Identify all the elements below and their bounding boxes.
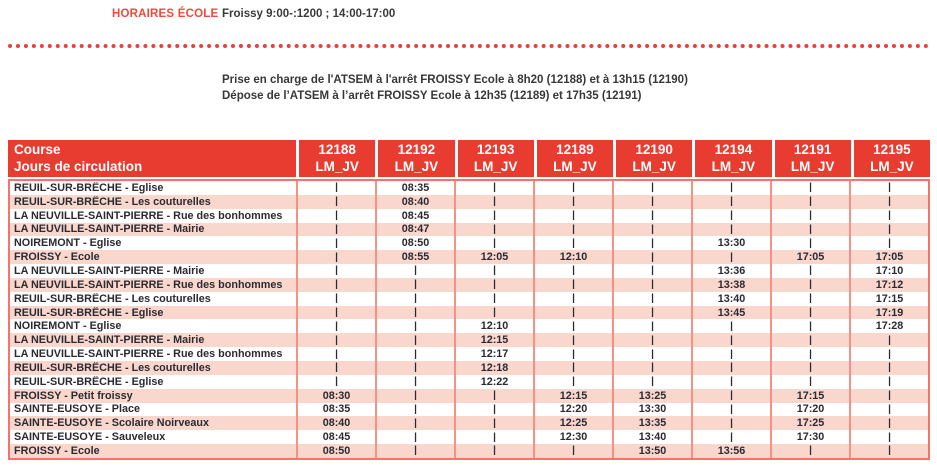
time-cell: |: [612, 181, 691, 195]
time-cell: |: [849, 403, 928, 417]
corner-header-cell: [8, 140, 296, 177]
time-cell: |: [533, 278, 612, 292]
table-row: [10, 333, 928, 347]
stop-name: LA NEUVILLE-SAINT-PIERRE - Rue des bonhommes: [14, 348, 283, 361]
time-cell: |: [770, 181, 849, 195]
time-cell: |: [770, 195, 849, 209]
time-cell: |: [770, 209, 849, 223]
column-days: LM_JV: [315, 159, 359, 174]
column-header: [851, 140, 930, 177]
time-cell: |: [849, 209, 928, 223]
time-cell: |: [375, 403, 454, 417]
time-cell: |: [612, 209, 691, 223]
table-row: [10, 403, 928, 417]
column-id: 12193: [476, 142, 515, 157]
time-cell: |: [533, 306, 612, 320]
time-cell: 13:50: [612, 444, 691, 458]
time-cell: 13:45: [691, 306, 770, 320]
time-cell: |: [849, 389, 928, 403]
column-header: [692, 140, 771, 177]
atsem-notes: [222, 72, 688, 104]
time-cell: |: [849, 333, 928, 347]
stop-name: REUIL-SUR-BRÊCHE - Eglise: [14, 375, 164, 388]
time-cell: |: [691, 333, 770, 347]
time-cell: |: [533, 209, 612, 223]
time-cell: |: [296, 361, 375, 375]
time-cell: |: [454, 389, 533, 403]
time-cell: 12:25: [533, 416, 612, 430]
time-cell: 08:47: [375, 223, 454, 237]
time-cell: |: [533, 236, 612, 250]
time-cell: |: [533, 264, 612, 278]
time-cell: 13:25: [612, 389, 691, 403]
stop-name: LA NEUVILLE-SAINT-PIERRE - Mairie: [14, 334, 205, 347]
horaires-ecole-value: Froissy 9:00-:1200 ; 14:00-17:00: [222, 8, 396, 20]
time-cell: |: [454, 209, 533, 223]
time-cell: |: [691, 389, 770, 403]
time-cell: |: [691, 181, 770, 195]
time-cell: |: [612, 319, 691, 333]
time-cell: |: [296, 319, 375, 333]
time-cell: |: [770, 292, 849, 306]
stop-name: FROISSY - Ecole: [14, 251, 100, 264]
time-cell: |: [849, 444, 928, 458]
time-cell: |: [375, 361, 454, 375]
time-cell: |: [691, 416, 770, 430]
table-row: [10, 375, 928, 389]
timetable: [8, 140, 930, 460]
time-cell: 08:50: [375, 236, 454, 250]
table-row: [10, 181, 928, 195]
time-cell: 12:15: [533, 389, 612, 403]
time-cell: |: [612, 375, 691, 389]
column-days: LM_JV: [632, 159, 676, 174]
column-days: LM_JV: [553, 159, 597, 174]
time-cell: |: [770, 347, 849, 361]
time-cell: |: [612, 236, 691, 250]
time-cell: |: [849, 236, 928, 250]
table-row: [10, 361, 928, 375]
time-cell: |: [296, 347, 375, 361]
time-cell: 17:12: [849, 278, 928, 292]
time-cell: |: [612, 333, 691, 347]
time-cell: |: [533, 333, 612, 347]
time-cell: 08:40: [375, 195, 454, 209]
time-cell: |: [375, 389, 454, 403]
jours-de-circulation-label: Jours de circulation: [14, 159, 143, 174]
time-cell: 12:18: [454, 361, 533, 375]
stop-name: LA NEUVILLE-SAINT-PIERRE - Mairie: [14, 223, 205, 236]
time-cell: |: [375, 347, 454, 361]
time-cell: |: [770, 444, 849, 458]
note-line-2: Dépose de l’ATSEM à l’arrêt FROISSY Ecole à 12h35 (12189) et 17h35 (12191): [222, 90, 642, 102]
time-cell: |: [612, 223, 691, 237]
column-id: 12192: [397, 142, 436, 157]
time-cell: |: [770, 278, 849, 292]
table-row: [10, 250, 928, 264]
column-id: 12195: [873, 142, 911, 157]
time-cell: |: [454, 306, 533, 320]
stop-name: LA NEUVILLE-SAINT-PIERRE - Rue des bonhommes: [14, 278, 283, 291]
column-id: 12191: [793, 142, 832, 157]
stop-name: NOIREMONT - Eglise: [14, 320, 122, 333]
time-cell: 17:15: [849, 292, 928, 306]
time-cell: |: [770, 264, 849, 278]
time-cell: |: [691, 403, 770, 417]
time-cell: |: [691, 361, 770, 375]
column-header: [613, 140, 692, 177]
time-cell: 12:15: [454, 333, 533, 347]
time-cell: |: [533, 444, 612, 458]
table-row: [10, 278, 928, 292]
time-cell: |: [533, 181, 612, 195]
time-cell: |: [612, 264, 691, 278]
time-cell: 17:20: [770, 403, 849, 417]
time-cell: |: [533, 361, 612, 375]
time-cell: |: [296, 292, 375, 306]
time-cell: |: [296, 209, 375, 223]
column-id: 12188: [318, 142, 356, 157]
time-cell: 17:30: [770, 430, 849, 444]
stop-name: LA NEUVILLE-SAINT-PIERRE - Rue des bonhommes: [14, 209, 283, 222]
time-cell: |: [691, 347, 770, 361]
table-body: [8, 179, 930, 460]
time-cell: |: [533, 223, 612, 237]
time-cell: |: [533, 375, 612, 389]
column-header: [296, 140, 375, 177]
time-cell: |: [454, 264, 533, 278]
time-cell: |: [770, 361, 849, 375]
time-cell: 13:30: [612, 403, 691, 417]
time-cell: |: [849, 347, 928, 361]
time-cell: |: [375, 264, 454, 278]
table-row: [10, 347, 928, 361]
time-cell: |: [296, 195, 375, 209]
time-cell: |: [612, 306, 691, 320]
time-cell: |: [296, 375, 375, 389]
time-cell: 17:10: [849, 264, 928, 278]
time-cell: 13:35: [612, 416, 691, 430]
time-cell: |: [691, 430, 770, 444]
time-cell: |: [375, 278, 454, 292]
time-cell: 08:45: [296, 430, 375, 444]
table-row: [10, 236, 928, 250]
time-cell: 12:05: [454, 250, 533, 264]
column-header: [534, 140, 613, 177]
time-cell: |: [770, 333, 849, 347]
table-row: [10, 264, 928, 278]
time-cell: |: [849, 430, 928, 444]
time-cell: |: [375, 444, 454, 458]
time-cell: |: [849, 361, 928, 375]
note-line-1: Prise en charge de l'ATSEM à l'arrêt FROISSY Ecole à 8h20 (12188) et à 13h15 (12190): [222, 74, 688, 86]
time-cell: 17:28: [849, 319, 928, 333]
time-cell: 12:10: [454, 319, 533, 333]
table-row: [10, 195, 928, 209]
time-cell: 17:05: [770, 250, 849, 264]
stop-name: LA NEUVILLE-SAINT-PIERRE - Mairie: [14, 264, 205, 277]
time-cell: 17:05: [849, 250, 928, 264]
time-cell: |: [454, 430, 533, 444]
time-cell: |: [849, 375, 928, 389]
time-cell: |: [533, 347, 612, 361]
time-cell: |: [454, 181, 533, 195]
time-cell: |: [691, 223, 770, 237]
time-cell: |: [770, 306, 849, 320]
time-cell: |: [770, 223, 849, 237]
time-cell: |: [770, 319, 849, 333]
time-cell: 12:30: [533, 430, 612, 444]
time-cell: 13:30: [691, 236, 770, 250]
time-cell: |: [454, 236, 533, 250]
dotted-divider: [8, 44, 929, 48]
time-cell: |: [691, 250, 770, 264]
column-id: 12194: [714, 142, 753, 157]
time-cell: |: [375, 319, 454, 333]
time-cell: |: [770, 375, 849, 389]
stop-name: SAINTE-EUSOYE - Scolaire Noirveaux: [14, 417, 210, 430]
time-cell: 17:15: [770, 389, 849, 403]
time-cell: |: [296, 181, 375, 195]
time-cell: |: [375, 430, 454, 444]
stop-name: NOIREMONT - Eglise: [14, 237, 122, 250]
time-cell: |: [454, 292, 533, 306]
time-cell: |: [375, 375, 454, 389]
time-cell: |: [296, 306, 375, 320]
table-row: [10, 430, 928, 444]
time-cell: |: [533, 319, 612, 333]
time-cell: |: [454, 416, 533, 430]
time-cell: 13:40: [691, 292, 770, 306]
time-cell: |: [454, 444, 533, 458]
stop-name: REUIL-SUR-BRÊCHE - Eglise: [14, 181, 164, 194]
time-cell: |: [612, 347, 691, 361]
time-cell: |: [770, 236, 849, 250]
time-cell: |: [691, 319, 770, 333]
time-cell: 17:19: [849, 306, 928, 320]
column-id: 12190: [635, 142, 673, 157]
time-cell: |: [533, 195, 612, 209]
stop-name: REUIL-SUR-BRÊCHE - Les couturelles: [14, 195, 211, 208]
time-cell: |: [454, 195, 533, 209]
table-row: [10, 292, 928, 306]
time-cell: |: [375, 306, 454, 320]
table-row: [10, 209, 928, 223]
time-cell: |: [612, 361, 691, 375]
time-cell: 08:40: [296, 416, 375, 430]
time-cell: |: [296, 264, 375, 278]
time-cell: 08:50: [296, 444, 375, 458]
time-cell: 12:20: [533, 403, 612, 417]
time-cell: |: [454, 278, 533, 292]
time-cell: |: [691, 375, 770, 389]
column-header: [772, 140, 851, 177]
column-id: 12189: [556, 142, 594, 157]
time-cell: |: [454, 403, 533, 417]
stop-name: REUIL-SUR-BRÊCHE - Les couturelles: [14, 361, 211, 374]
table-row: [10, 306, 928, 320]
time-cell: 13:56: [691, 444, 770, 458]
time-cell: |: [375, 416, 454, 430]
time-cell: 13:38: [691, 278, 770, 292]
stop-name: FROISSY - Petit froissy: [14, 389, 133, 402]
time-cell: |: [296, 236, 375, 250]
table-row: [10, 444, 928, 458]
time-cell: |: [454, 223, 533, 237]
time-cell: |: [296, 278, 375, 292]
time-cell: |: [375, 333, 454, 347]
stop-name: SAINTE-EUSOYE - Sauveleux: [14, 431, 166, 444]
table-header-row: [8, 140, 930, 177]
course-label: Course: [14, 142, 61, 157]
time-cell: |: [849, 416, 928, 430]
column-days: LM_JV: [394, 159, 439, 174]
time-cell: 12:22: [454, 375, 533, 389]
time-cell: 08:35: [296, 403, 375, 417]
time-cell: 08:45: [375, 209, 454, 223]
column-header: [455, 140, 534, 177]
time-cell: |: [612, 195, 691, 209]
stop-name: SAINTE-EUSOYE - Place: [14, 403, 140, 416]
time-cell: 13:36: [691, 264, 770, 278]
table-row: [10, 416, 928, 430]
stop-name: REUIL-SUR-BRÊCHE - Eglise: [14, 306, 164, 319]
time-cell: |: [849, 181, 928, 195]
stop-name: FROISSY - Ecole: [14, 444, 100, 457]
stop-name: REUIL-SUR-BRÊCHE - Les couturelles: [14, 292, 211, 305]
time-cell: |: [296, 223, 375, 237]
horaires-ecole-label: HORAIRES ÉCOLE :: [112, 8, 226, 20]
time-cell: |: [375, 292, 454, 306]
time-cell: |: [612, 250, 691, 264]
column-days: LM_JV: [790, 159, 835, 174]
time-cell: |: [691, 195, 770, 209]
time-cell: 13:40: [612, 430, 691, 444]
time-cell: 17:25: [770, 416, 849, 430]
time-cell: 08:30: [296, 389, 375, 403]
column-days: LM_JV: [473, 159, 518, 174]
time-cell: |: [849, 195, 928, 209]
table-row: [10, 319, 928, 333]
table-row: [10, 223, 928, 237]
time-cell: |: [612, 292, 691, 306]
time-cell: |: [533, 292, 612, 306]
time-cell: 12:10: [533, 250, 612, 264]
time-cell: 08:55: [375, 250, 454, 264]
column-days: LM_JV: [870, 159, 914, 174]
time-cell: |: [849, 223, 928, 237]
time-cell: |: [296, 250, 375, 264]
table-row: [10, 389, 928, 403]
time-cell: |: [296, 333, 375, 347]
time-cell: |: [612, 278, 691, 292]
time-cell: 08:35: [375, 181, 454, 195]
time-cell: |: [691, 209, 770, 223]
column-days: LM_JV: [711, 159, 756, 174]
time-cell: 12:17: [454, 347, 533, 361]
column-header: [375, 140, 454, 177]
